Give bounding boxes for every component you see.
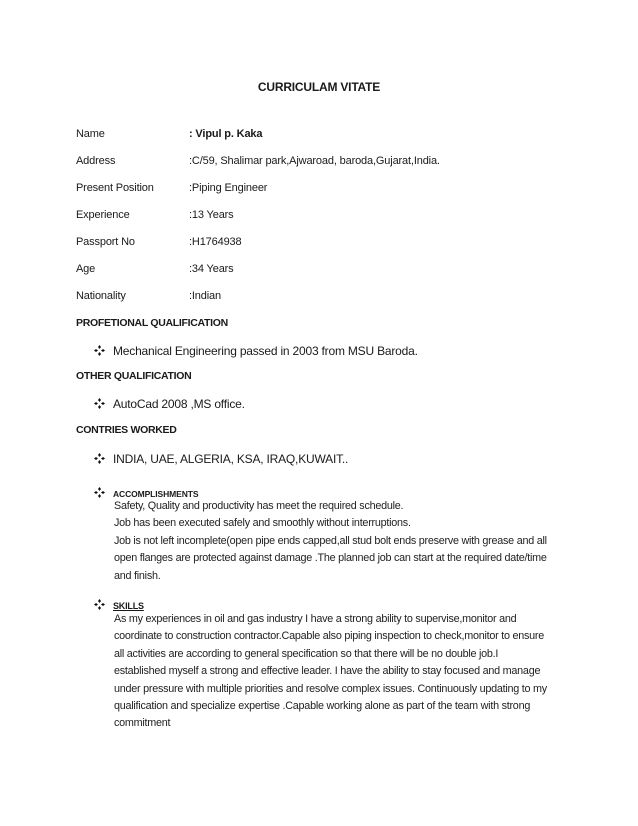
countries-item-text: INDIA, UAE, ALGERIA, KSA, IRAQ,KUWAIT..	[113, 452, 349, 466]
professional-heading: PROFETIONAL QUALIFICATION	[76, 317, 228, 329]
position-label: Present Position	[76, 182, 154, 194]
skills-paragraph	[114, 611, 574, 733]
info-row-age	[76, 261, 576, 277]
countries-item	[94, 451, 348, 467]
skills-line: qualification and specialize expertise .Capable working alone as part of the team with strong	[114, 700, 531, 713]
age-value: :34 Years	[189, 263, 234, 275]
info-row-nationality	[76, 288, 576, 304]
four-diamond-bullet-icon	[94, 599, 105, 610]
page-title: CURRICULAM VITATE	[257, 80, 381, 94]
experience-label: Experience	[76, 209, 130, 221]
skills-line: under pressure with multiple priorities and resolve complex issues. Continuously updating to my	[114, 682, 547, 695]
nationality-value: :Indian	[189, 290, 221, 302]
info-row-position	[76, 180, 576, 196]
info-row-experience	[76, 207, 576, 223]
accomplishments-line: Job is not left incomplete(open pipe ends capped,all stud bolt ends preserve with grease and all	[114, 534, 547, 547]
accomplishments-line: open flanges are protected against damage .The planned job can start at the required date/time	[114, 552, 547, 565]
skills-line: all activities are according to general specification so that there will be no double job.I	[114, 647, 499, 660]
info-row-passport	[76, 234, 576, 250]
position-value: :Piping Engineer	[189, 182, 268, 194]
other-heading: OTHER QUALIFICATION	[76, 370, 192, 382]
accomplishments-paragraph	[114, 498, 574, 585]
accomplishments-line: and finish.	[114, 569, 161, 582]
other-item	[94, 396, 245, 412]
four-diamond-bullet-icon	[94, 398, 105, 409]
accomplishments-line: Safety, Quality and productivity has meet the required schedule.	[114, 500, 404, 512]
name-label: Name	[76, 128, 105, 140]
four-diamond-bullet-icon	[94, 345, 105, 356]
passport-value: :H1764938	[189, 236, 242, 248]
professional-item	[94, 343, 418, 359]
info-row-address	[76, 153, 576, 169]
name-value: : Vipul p. Kaka	[189, 128, 263, 140]
skills-line: established myself a strong and effective leader. I have the ability to stay focused and manage	[114, 665, 541, 678]
skills-heading: SKILLS	[113, 601, 144, 611]
address-label: Address	[76, 155, 116, 167]
passport-label: Passport No	[76, 236, 135, 248]
nationality-label: Nationality	[76, 290, 126, 302]
other-item-text: AutoCad 2008 ,MS office.	[113, 397, 245, 411]
address-value: :C/59, Shalimar park,Ajwaroad, baroda,Gujarat,India.	[189, 155, 440, 167]
skills-line: As my experiences in oil and gas industry I have a strong ability to supervise,monitor and	[114, 613, 517, 625]
age-label: Age	[76, 263, 96, 275]
skills-line: commitment	[114, 717, 171, 730]
professional-item-text: Mechanical Engineering passed in 2003 from MSU Baroda.	[113, 344, 418, 358]
countries-heading: CONTRIES WORKED	[76, 424, 177, 436]
skills-line: coordinate to construction contractor.Capable also piping inspection to check,monitor to ensure	[114, 630, 544, 643]
accomplishments-heading: ACCOMPLISHMENTS	[113, 489, 199, 499]
accomplishments-line: Job has been executed safely and smoothly without interruptions.	[114, 517, 411, 530]
four-diamond-bullet-icon	[94, 487, 105, 498]
four-diamond-bullet-icon	[94, 453, 105, 464]
info-row-name	[76, 126, 576, 142]
experience-value: :13 Years	[189, 209, 234, 221]
